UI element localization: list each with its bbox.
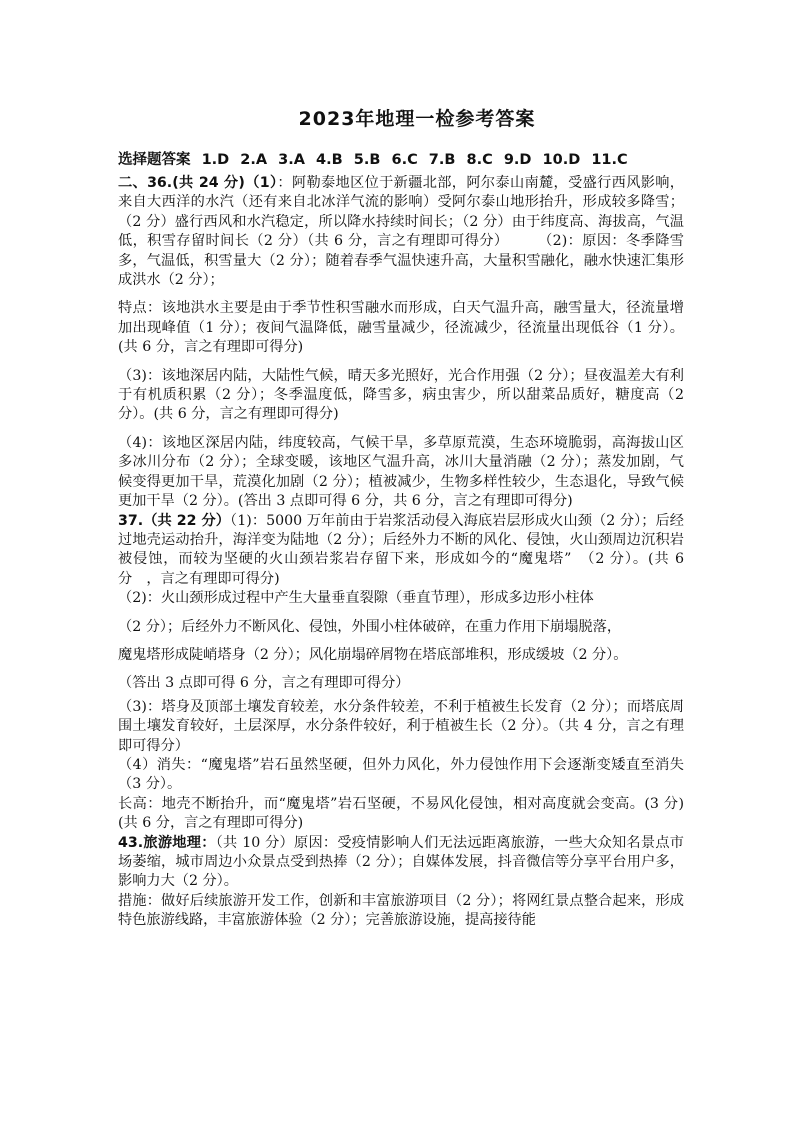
answer-content bbox=[118, 174, 684, 931]
q37-text-1: （1)：5000 万年前由于岩浆活动侵入海底岩层形成火山颈（2 分）；后经过地壳运动抬升，海洋变为陆地（2 分）；后经外力不断的风化、侵蚀，火山颈周边沉积岩被侵蚀，而较为坚硬的火山颈岩浆岩存留下来，形成如今的“魔鬼塔” （2 分）。(共 6 分 ，言之有理即可得分) bbox=[118, 512, 684, 587]
q37-paragraph-2c: 魔鬼塔形成陡峭塔身（2 分）；风化崩塌碎屑物在塔底部堆积，形成缓坡（2 分）。 bbox=[118, 646, 628, 663]
q37-paragraph-2a: （2)：火山颈形成过程中产生大量垂直裂隙（垂直节理），形成多边形小柱体 bbox=[118, 590, 594, 607]
q36-paragraph-4: （4)：该地区深居内陆，纬度较高，气候干旱，多草原荒漠，生态环境脆弱，高海拔山区多冰川分布（2 分）；全球变暖，该地区气温升高，冰川大量消融（2 分）；蒸发加剧，气候变得更加干旱，荒漠化加剧（2 分）；植被减少，生物多样性较少，生态退化，导致气候更加干旱（2 分）。(答出 3 点即可得 6 分，共 6 分，言之有理即可得分) bbox=[118, 434, 684, 510]
choice-answer-item: 9.D bbox=[503, 152, 532, 168]
choice-answers-line bbox=[118, 148, 628, 169]
choice-answer-item: 5.B bbox=[353, 152, 381, 168]
q37-paragraph-4: （4）消失：“魔鬼塔”岩石虽然坚硬，但外力风化，外力侵蚀作用下会逐渐变矮直至消失（3 分）。 bbox=[118, 756, 684, 793]
choice-answer-item: 10.D bbox=[542, 152, 581, 168]
choice-answer-item: 4.B bbox=[316, 152, 343, 168]
q43-heading: 43.旅游地理： bbox=[118, 834, 216, 851]
choice-answer-item: 8.C bbox=[466, 152, 493, 168]
choice-answer-item: 11.C bbox=[591, 152, 628, 168]
choice-answer-item: 1.D bbox=[201, 152, 230, 168]
choice-answer-item: 2.A bbox=[240, 152, 268, 168]
q37-paragraph-3: （3)：塔身及顶部土壤发育较差，水分条件较差，不利于植被生长发育（2 分）；而塔底周围土壤发育较好，土层深厚，水分条件较好，利于植被生长（2 分）。（共 4 分，言之有理即可得分） bbox=[118, 698, 684, 754]
q37-paragraph-2b: （2 分）；后经外力不断风化、侵蚀，外围小柱体破碎，在重力作用下崩塌脱落， bbox=[118, 618, 622, 635]
q37-heading: 37.（共 22 分） bbox=[118, 512, 231, 529]
q36-paragraph-1 bbox=[118, 174, 684, 290]
choice-answers-label: 选择题答案 bbox=[118, 152, 191, 168]
q36-text-1: ：阿勒泰地区位于新疆北部，阿尔泰山南麓，受盛行西风影响，来自大西洋的水汽（还有来自北冰洋气流的影响）受阿尔泰山地形抬升，形成较多降雪；（2 分）盛行西风和水汽稳定，所以降水持续时间长；（2 分）由于纬度高、海拔高，气温低，积雪存留时间长（2 分）（共 6 分，言之有理即可得分） （2)：原因：冬季降雪多，气温低，积雪量大（2 分）；随着春季气温快速升高，大量积雪融化，融水快速汇集形成洪水（2 分）； bbox=[118, 175, 684, 289]
choice-answer-item: 3.A bbox=[278, 152, 305, 168]
choice-answer-item: 6.C bbox=[391, 152, 418, 168]
q43-text-1: （共 10 分）原因：受疫情影响人们无法远距离旅游，一些大众知名景点市场萎缩，城市周边小众景点受到热捧（2 分）；自媒体发展，抖音微信等分享平台用户多，影响力大（2 分）。 bbox=[118, 834, 684, 890]
q37-paragraph-2d: （答出 3 点即可得 6 分，言之有理即可得分） bbox=[118, 675, 410, 692]
q36-paragraph-3: （3)：该地深居内陆，大陆性气候，晴天多光照好，光合作用强（2 分）；昼夜温差大有利于有机质积累（2 分）；冬季温度低，降雪多，病虫害少，所以甜菜品质好，糖度高（2 分）。(共 6 分，言之有理即可得分) bbox=[118, 367, 684, 423]
choice-answer-item: 7.B bbox=[428, 152, 456, 168]
page-title: 2023年地理一检参考答案 bbox=[298, 108, 536, 130]
q43-paragraph-2: 措施：做好后续旅游开发工作，创新和丰富旅游项目（2 分）；将网红景点整合起来，形成特色旅游线路，丰富旅游体验（2 分）；完善旅游设施，提高接待能 bbox=[118, 892, 684, 929]
q37-paragraph-5: 长高：地壳不断抬升，而“魔鬼塔”岩石坚硬，不易风化侵蚀，相对高度就会变高。(3 分) (共 6 分，言之有理即可得分) bbox=[118, 795, 684, 832]
q36-heading: 二、36.(共 24 分)（1） bbox=[118, 175, 278, 191]
q43-paragraph-1 bbox=[118, 834, 684, 892]
q37-paragraph-1 bbox=[118, 512, 684, 590]
q36-paragraph-2: 特点：该地洪水主要是由于季节性积雪融水而形成，白天气温升高，融雪量大，径流量增加出现峰值（1 分）；夜间气温降低，融雪量减少，径流减少，径流量出现低谷（1 分）。(共 6 分，言之有理即可得分) bbox=[118, 300, 684, 356]
